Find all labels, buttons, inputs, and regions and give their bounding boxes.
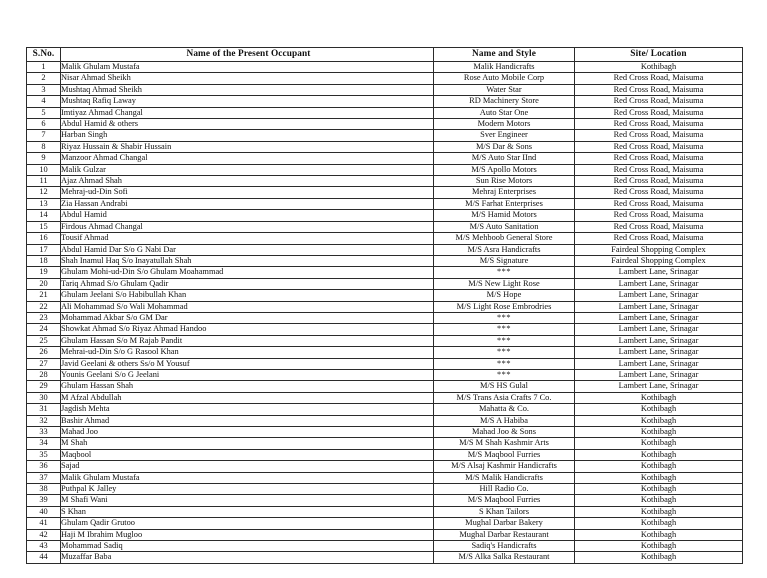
cell-site-location: Lambert Lane, Srinagar <box>575 369 743 380</box>
cell-name-and-style: Sun Rise Motors <box>434 176 575 187</box>
cell-occupant-name: Ghulam Hassan S/o M Rajab Pandit <box>61 335 434 346</box>
table-row <box>27 427 743 438</box>
cell-site-location: Kothibagh <box>575 427 743 438</box>
cell-occupant-name: Abdul Hamid <box>61 210 434 221</box>
cell-sno: 42 <box>27 529 61 540</box>
table-header <box>27 48 743 62</box>
cell-occupant-name: Mohammad Sadiq <box>61 541 434 552</box>
table-row <box>27 119 743 130</box>
cell-occupant-name: Harban Singh <box>61 130 434 141</box>
cell-name-and-style-redacted: *** <box>434 347 575 358</box>
cell-occupant-name: Shah Inamul Haq S/o Inayatullah Shah <box>61 255 434 266</box>
cell-occupant-name: Manzoor Ahmad Changal <box>61 153 434 164</box>
table-body <box>27 62 743 564</box>
cell-name-and-style: Mahad Joo & Sons <box>434 427 575 438</box>
table-row <box>27 278 743 289</box>
table-row <box>27 233 743 244</box>
cell-sno: 20 <box>27 278 61 289</box>
cell-sno: 13 <box>27 198 61 209</box>
table-row <box>27 449 743 460</box>
cell-name-and-style: Auto Star One <box>434 107 575 118</box>
cell-name-and-style: Rose Auto Mobile Corp <box>434 73 575 84</box>
cell-site-location: Red Cross Road, Maisuma <box>575 119 743 130</box>
table-row <box>27 221 743 232</box>
cell-name-and-style: M/S Auto Sanitation <box>434 221 575 232</box>
table-row <box>27 62 743 73</box>
cell-occupant-name: Haji M Ibrahim Mugloo <box>61 529 434 540</box>
table-row <box>27 176 743 187</box>
cell-occupant-name: Mehraj-ud-Din Sofi <box>61 187 434 198</box>
cell-occupant-name: Malik Gulzar <box>61 164 434 175</box>
cell-site-location: Kothibagh <box>575 62 743 73</box>
cell-site-location: Lambert Lane, Srinagar <box>575 358 743 369</box>
cell-occupant-name: Puthpal K Jalley <box>61 484 434 495</box>
cell-sno: 23 <box>27 312 61 323</box>
cell-site-location: Red Cross Road, Maisuma <box>575 221 743 232</box>
cell-site-location: Kothibagh <box>575 461 743 472</box>
cell-sno: 8 <box>27 141 61 152</box>
table-header-row <box>27 48 743 62</box>
table-row <box>27 290 743 301</box>
cell-name-and-style: M/S Alka Salka Restaurant <box>434 552 575 563</box>
cell-site-location: Kothibagh <box>575 541 743 552</box>
cell-site-location: Red Cross Road, Maisuma <box>575 198 743 209</box>
cell-occupant-name: Jagdish Mehta <box>61 404 434 415</box>
cell-site-location: Kothibagh <box>575 518 743 529</box>
occupant-table-container <box>26 47 742 564</box>
cell-name-and-style: M/S Light Rose Embrodries <box>434 301 575 312</box>
cell-name-and-style: M/S Apollo Motors <box>434 164 575 175</box>
cell-sno: 19 <box>27 267 61 278</box>
table-row <box>27 73 743 84</box>
cell-site-location: Red Cross Road, Maisuma <box>575 73 743 84</box>
table-row <box>27 506 743 517</box>
cell-site-location: Kothibagh <box>575 495 743 506</box>
cell-occupant-name: Mushtaq Ahmad Sheikh <box>61 84 434 95</box>
cell-occupant-name: Ajaz Ahmad Shah <box>61 176 434 187</box>
cell-sno: 41 <box>27 518 61 529</box>
table-row <box>27 267 743 278</box>
table-row <box>27 369 743 380</box>
cell-sno: 43 <box>27 541 61 552</box>
cell-sno: 35 <box>27 449 61 460</box>
cell-sno: 32 <box>27 415 61 426</box>
cell-name-and-style: Mahatta & Co. <box>434 404 575 415</box>
cell-occupant-name: Riyaz Hussain & Shabir Hussain <box>61 141 434 152</box>
cell-name-and-style: M/S M Shah Kashmir Arts <box>434 438 575 449</box>
cell-sno: 12 <box>27 187 61 198</box>
table-row <box>27 324 743 335</box>
cell-name-and-style: Mehraj Enterprises <box>434 187 575 198</box>
cell-site-location: Lambert Lane, Srinagar <box>575 301 743 312</box>
cell-sno: 18 <box>27 255 61 266</box>
cell-occupant-name: Mahad Joo <box>61 427 434 438</box>
cell-sno: 44 <box>27 552 61 563</box>
cell-sno: 11 <box>27 176 61 187</box>
cell-site-location: Kothibagh <box>575 438 743 449</box>
cell-name-and-style: Malik Handicrafts <box>434 62 575 73</box>
cell-occupant-name: Tariq Ahmad S/o Ghulam Qadir <box>61 278 434 289</box>
cell-sno: 38 <box>27 484 61 495</box>
cell-sno: 34 <box>27 438 61 449</box>
table-row <box>27 198 743 209</box>
column-header-sno: S.No. <box>27 48 61 62</box>
cell-site-location: Red Cross Road, Maisuma <box>575 84 743 95</box>
table-row <box>27 255 743 266</box>
cell-site-location: Lambert Lane, Srinagar <box>575 335 743 346</box>
cell-sno: 28 <box>27 369 61 380</box>
table-row <box>27 153 743 164</box>
cell-site-location: Red Cross Road, Maisuma <box>575 176 743 187</box>
cell-name-and-style: Mughal Darbar Bakery <box>434 518 575 529</box>
cell-name-and-style: M/S HS Gulal <box>434 381 575 392</box>
cell-name-and-style: M/S Maqbool Furries <box>434 449 575 460</box>
cell-sno: 9 <box>27 153 61 164</box>
cell-sno: 36 <box>27 461 61 472</box>
cell-site-location: Fairdeal Shopping Complex <box>575 244 743 255</box>
cell-site-location: Lambert Lane, Srinagar <box>575 278 743 289</box>
cell-site-location: Lambert Lane, Srinagar <box>575 267 743 278</box>
cell-name-and-style: S Khan Tailors <box>434 506 575 517</box>
cell-sno: 33 <box>27 427 61 438</box>
cell-occupant-name: Ghulam Qadir Grutoo <box>61 518 434 529</box>
table-row <box>27 541 743 552</box>
cell-sno: 3 <box>27 84 61 95</box>
cell-occupant-name: Abdul Hamid & others <box>61 119 434 130</box>
cell-occupant-name: Imtiyaz Ahmad Changal <box>61 107 434 118</box>
cell-site-location: Kothibagh <box>575 484 743 495</box>
table-row <box>27 392 743 403</box>
cell-name-and-style: Sver Engineer <box>434 130 575 141</box>
cell-sno: 5 <box>27 107 61 118</box>
cell-sno: 24 <box>27 324 61 335</box>
cell-sno: 40 <box>27 506 61 517</box>
column-header-site: Site/ Location <box>575 48 743 62</box>
cell-name-and-style-redacted: *** <box>434 369 575 380</box>
table-row <box>27 518 743 529</box>
cell-site-location: Red Cross Road, Maisuma <box>575 233 743 244</box>
cell-site-location: Lambert Lane, Srinagar <box>575 381 743 392</box>
table-row <box>27 84 743 95</box>
cell-occupant-name: Younis Geelani S/o G Jeelani <box>61 369 434 380</box>
table-row <box>27 415 743 426</box>
cell-name-and-style-redacted: *** <box>434 324 575 335</box>
cell-occupant-name: Zia Hassan Andrabi <box>61 198 434 209</box>
cell-sno: 6 <box>27 119 61 130</box>
cell-occupant-name: Muzaffar Baba <box>61 552 434 563</box>
cell-site-location: Red Cross Road, Maisuma <box>575 141 743 152</box>
table-row <box>27 244 743 255</box>
cell-occupant-name: M Shah <box>61 438 434 449</box>
table-row <box>27 529 743 540</box>
cell-occupant-name: Ghulam Hassan Shah <box>61 381 434 392</box>
cell-site-location: Kothibagh <box>575 449 743 460</box>
cell-name-and-style: M/S Malik Handicrafts <box>434 472 575 483</box>
cell-occupant-name: M Afzal Abdullah <box>61 392 434 403</box>
cell-sno: 7 <box>27 130 61 141</box>
cell-occupant-name: Javid Geelani & others Ss/o M Yousuf <box>61 358 434 369</box>
cell-occupant-name: Maqbool <box>61 449 434 460</box>
cell-sno: 22 <box>27 301 61 312</box>
table-row <box>27 210 743 221</box>
cell-occupant-name: Bashir Ahmad <box>61 415 434 426</box>
cell-site-location: Fairdeal Shopping Complex <box>575 255 743 266</box>
cell-sno: 39 <box>27 495 61 506</box>
cell-name-and-style: Mughal Darbar Restaurant <box>434 529 575 540</box>
occupant-table <box>26 47 743 564</box>
cell-sno: 16 <box>27 233 61 244</box>
cell-site-location: Kothibagh <box>575 552 743 563</box>
cell-occupant-name: Showkat Ahmad S/o Riyaz Ahmad Handoo <box>61 324 434 335</box>
cell-site-location: Kothibagh <box>575 392 743 403</box>
cell-name-and-style: M/S Dar & Sons <box>434 141 575 152</box>
cell-name-and-style: M/S Alsaj Kashmir Handicrafts <box>434 461 575 472</box>
cell-site-location: Red Cross Road, Maisuma <box>575 164 743 175</box>
cell-sno: 4 <box>27 96 61 107</box>
cell-occupant-name: S Khan <box>61 506 434 517</box>
cell-sno: 37 <box>27 472 61 483</box>
cell-name-and-style: Modern Motors <box>434 119 575 130</box>
cell-site-location: Lambert Lane, Srinagar <box>575 324 743 335</box>
table-row <box>27 461 743 472</box>
cell-site-location: Kothibagh <box>575 529 743 540</box>
cell-site-location: Kothibagh <box>575 415 743 426</box>
cell-site-location: Lambert Lane, Srinagar <box>575 347 743 358</box>
cell-name-and-style: M/S Farhat Enterprises <box>434 198 575 209</box>
cell-occupant-name: Abdul Hamid Dar S/o G Nabi Dar <box>61 244 434 255</box>
table-row <box>27 130 743 141</box>
cell-name-and-style-redacted: *** <box>434 312 575 323</box>
cell-name-and-style: Water Star <box>434 84 575 95</box>
cell-occupant-name: Ali Mohammad S/o Wali Mohammad <box>61 301 434 312</box>
cell-site-location: Lambert Lane, Srinagar <box>575 290 743 301</box>
cell-sno: 1 <box>27 62 61 73</box>
table-row <box>27 301 743 312</box>
table-row <box>27 312 743 323</box>
cell-site-location: Red Cross Road, Maisuma <box>575 96 743 107</box>
cell-occupant-name: Mushtaq Rafiq Laway <box>61 96 434 107</box>
table-row <box>27 335 743 346</box>
cell-name-and-style-redacted: *** <box>434 358 575 369</box>
table-row <box>27 404 743 415</box>
cell-name-and-style: RD Machinery Store <box>434 96 575 107</box>
table-row <box>27 164 743 175</box>
cell-occupant-name: Ghulam Mohi-ud-Din S/o Ghulam Moahammad <box>61 267 434 278</box>
table-row <box>27 141 743 152</box>
table-row <box>27 358 743 369</box>
cell-site-location: Kothibagh <box>575 472 743 483</box>
cell-sno: 21 <box>27 290 61 301</box>
cell-name-and-style: M/S New Light Rose <box>434 278 575 289</box>
cell-name-and-style-redacted: *** <box>434 267 575 278</box>
table-row <box>27 96 743 107</box>
cell-sno: 31 <box>27 404 61 415</box>
cell-name-and-style: Sadiq's Handicrafts <box>434 541 575 552</box>
cell-occupant-name: Ghulam Jeelani S/o Habibullah Khan <box>61 290 434 301</box>
cell-site-location: Kothibagh <box>575 506 743 517</box>
cell-sno: 10 <box>27 164 61 175</box>
column-header-style: Name and Style <box>434 48 575 62</box>
cell-sno: 2 <box>27 73 61 84</box>
cell-sno: 17 <box>27 244 61 255</box>
cell-sno: 25 <box>27 335 61 346</box>
cell-name-and-style: M/S Mehboob General Store <box>434 233 575 244</box>
cell-site-location: Red Cross Road, Maisuma <box>575 153 743 164</box>
cell-occupant-name: Sajad <box>61 461 434 472</box>
cell-name-and-style: M/S Asra Handicrafts <box>434 244 575 255</box>
cell-occupant-name: Tousif Ahmad <box>61 233 434 244</box>
table-row <box>27 438 743 449</box>
cell-sno: 30 <box>27 392 61 403</box>
cell-site-location: Kothibagh <box>575 404 743 415</box>
table-row <box>27 347 743 358</box>
cell-sno: 14 <box>27 210 61 221</box>
cell-occupant-name: Malik Ghulam Mustafa <box>61 62 434 73</box>
cell-name-and-style: M/S Maqbool Furries <box>434 495 575 506</box>
table-row <box>27 552 743 563</box>
cell-sno: 29 <box>27 381 61 392</box>
cell-occupant-name: Mohammad Akbar S/o GM Dar <box>61 312 434 323</box>
table-row <box>27 495 743 506</box>
cell-site-location: Red Cross Road, Maisuma <box>575 187 743 198</box>
table-row <box>27 472 743 483</box>
cell-name-and-style-redacted: *** <box>434 335 575 346</box>
column-header-name: Name of the Present Occupant <box>61 48 434 62</box>
cell-site-location: Lambert Lane, Srinagar <box>575 312 743 323</box>
table-row <box>27 484 743 495</box>
cell-name-and-style: M/S Hope <box>434 290 575 301</box>
cell-name-and-style: M/S Auto Star IInd <box>434 153 575 164</box>
table-row <box>27 381 743 392</box>
cell-occupant-name: Nisar Ahmad Sheikh <box>61 73 434 84</box>
cell-occupant-name: Mehrai-ud-Din S/o G Rasool Khan <box>61 347 434 358</box>
cell-name-and-style: M/S Trans Asia Crafts 7 Co. <box>434 392 575 403</box>
table-row <box>27 107 743 118</box>
cell-occupant-name: Malik Ghulam Mustafa <box>61 472 434 483</box>
cell-site-location: Red Cross Road, Maisuma <box>575 107 743 118</box>
cell-sno: 27 <box>27 358 61 369</box>
cell-site-location: Red Cross Road, Maisuma <box>575 210 743 221</box>
cell-name-and-style: M/S Hamid Motors <box>434 210 575 221</box>
cell-sno: 26 <box>27 347 61 358</box>
cell-occupant-name: M Shafi Wani <box>61 495 434 506</box>
cell-name-and-style: M/S A Habiba <box>434 415 575 426</box>
cell-occupant-name: Firdous Ahmad Changal <box>61 221 434 232</box>
cell-site-location: Red Cross Road, Maisuma <box>575 130 743 141</box>
cell-name-and-style: M/S Signature <box>434 255 575 266</box>
cell-name-and-style: Hill Radio Co. <box>434 484 575 495</box>
table-row <box>27 187 743 198</box>
cell-sno: 15 <box>27 221 61 232</box>
